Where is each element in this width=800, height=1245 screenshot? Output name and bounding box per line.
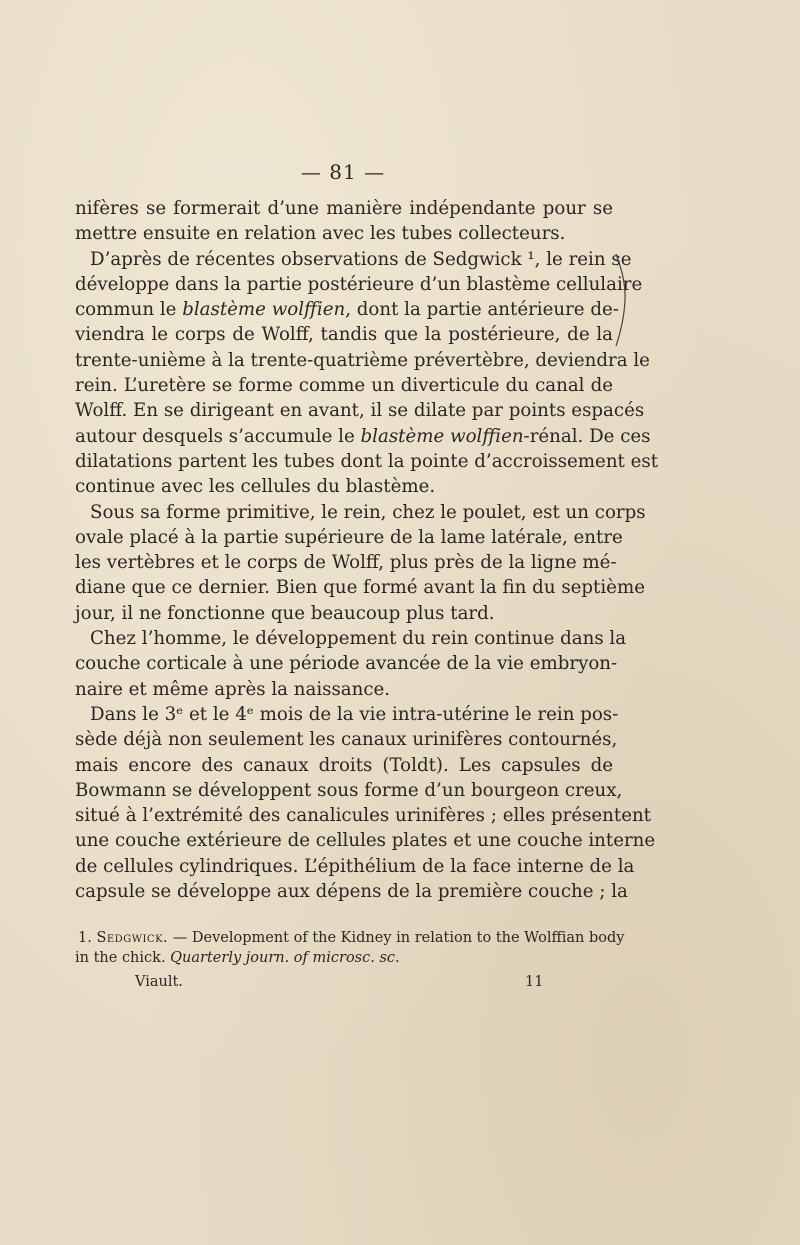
text-line: continue avec les cellules du blastème. xyxy=(75,476,436,498)
text-line: dilatations partent les tubes dont la pointe d’accroissement est xyxy=(75,450,659,472)
italic-term: blastème wolffien xyxy=(182,299,346,321)
signature-row xyxy=(75,970,613,994)
text-line: rein. L’uretère se forme comme un diverticule du canal de xyxy=(75,375,613,397)
text-line: Dans le 3ᵉ et le 4ᵉ mois de la vie intra-utérine le rein pos- xyxy=(90,703,619,725)
text-line: nifères se formerait d’une manière indépendante pour se xyxy=(75,198,613,219)
footnote-title: — Development of the Kidney in relation to the Wolffian body xyxy=(172,930,625,946)
text-line: sède déjà non seulement les canaux urinifères contournés, xyxy=(75,729,618,751)
footnote-line-2 xyxy=(75,948,613,968)
signature-name: Viault. xyxy=(135,974,183,990)
footnote-line-1 xyxy=(75,928,625,948)
text-line: une couche extérieure de cellules plates et une couche interne xyxy=(75,830,656,852)
margin-pencil-mark xyxy=(612,250,632,350)
footnote-source-prefix: in the chick. xyxy=(75,950,166,966)
text-line: trente-unième à la trente-quatrième prévertèbre, deviendra le xyxy=(75,349,650,371)
text-line: diane que ce dernier. Bien que formé avant la fin du septième xyxy=(75,577,645,599)
text-line: les vertèbres et le corps de Wolff, plus près de la ligne mé- xyxy=(75,552,617,574)
text-line: Sous sa forme primitive, le rein, chez le poulet, est un corps xyxy=(90,501,646,523)
text-line: Wolff. En se dirigeant en avant, il se dilate par points espacés xyxy=(75,400,645,422)
italic-term: blastème wolffien xyxy=(360,425,524,447)
page-number: — 81 — xyxy=(300,160,386,184)
text-line: naire et même après la naissance. xyxy=(75,678,391,700)
text-line: mais encore des canaux droits (Toldt). Les capsules de xyxy=(75,754,613,776)
text-line: couche corticale à une période avancée de la vie embryon- xyxy=(75,653,618,675)
footnote-journal: Quarterly journ. of microsc. sc. xyxy=(170,950,400,966)
text-line: capsule se développe aux dépens de la première couche ; la xyxy=(75,881,628,903)
footnote-marker: 1. xyxy=(78,930,92,946)
text-line: autour desquels s’accumule le blastème wolffien-rénal. De ces xyxy=(75,425,651,447)
text-line: situé à l’extrémité des canalicules urinifères ; elles présentent xyxy=(75,805,651,827)
text-line: commun le blastème wolffien, dont la partie antérieure de- xyxy=(75,299,619,321)
text-line: Bowmann se développent sous forme d’un bourgeon creux, xyxy=(75,779,623,801)
text-line: de cellules cylindriques. L’épithélium de la face interne de la xyxy=(75,855,635,877)
text-line: jour, il ne fonctionne que beaucoup plus tard. xyxy=(75,602,495,624)
text-line: Chez l’homme, le développement du rein continue dans la xyxy=(90,628,627,650)
text-line: mettre ensuite en relation avec les tubes collecteurs. xyxy=(75,223,566,245)
footnote-author: Sedgwick. xyxy=(96,930,169,946)
text-line: viendra le corps de Wolff, tandis que la postérieure, de la xyxy=(75,324,613,346)
body-text xyxy=(75,196,659,904)
text-line: D’après de récentes observations de Sedgwick ¹, le rein se xyxy=(90,248,632,270)
footnote xyxy=(75,928,625,968)
sheet-number: 11 xyxy=(525,974,544,990)
text-line: développe dans la partie postérieure d’un blastème cellulaire xyxy=(75,273,643,295)
text-line: ovale placé à la partie supérieure de la lame latérale, entre xyxy=(75,526,623,548)
